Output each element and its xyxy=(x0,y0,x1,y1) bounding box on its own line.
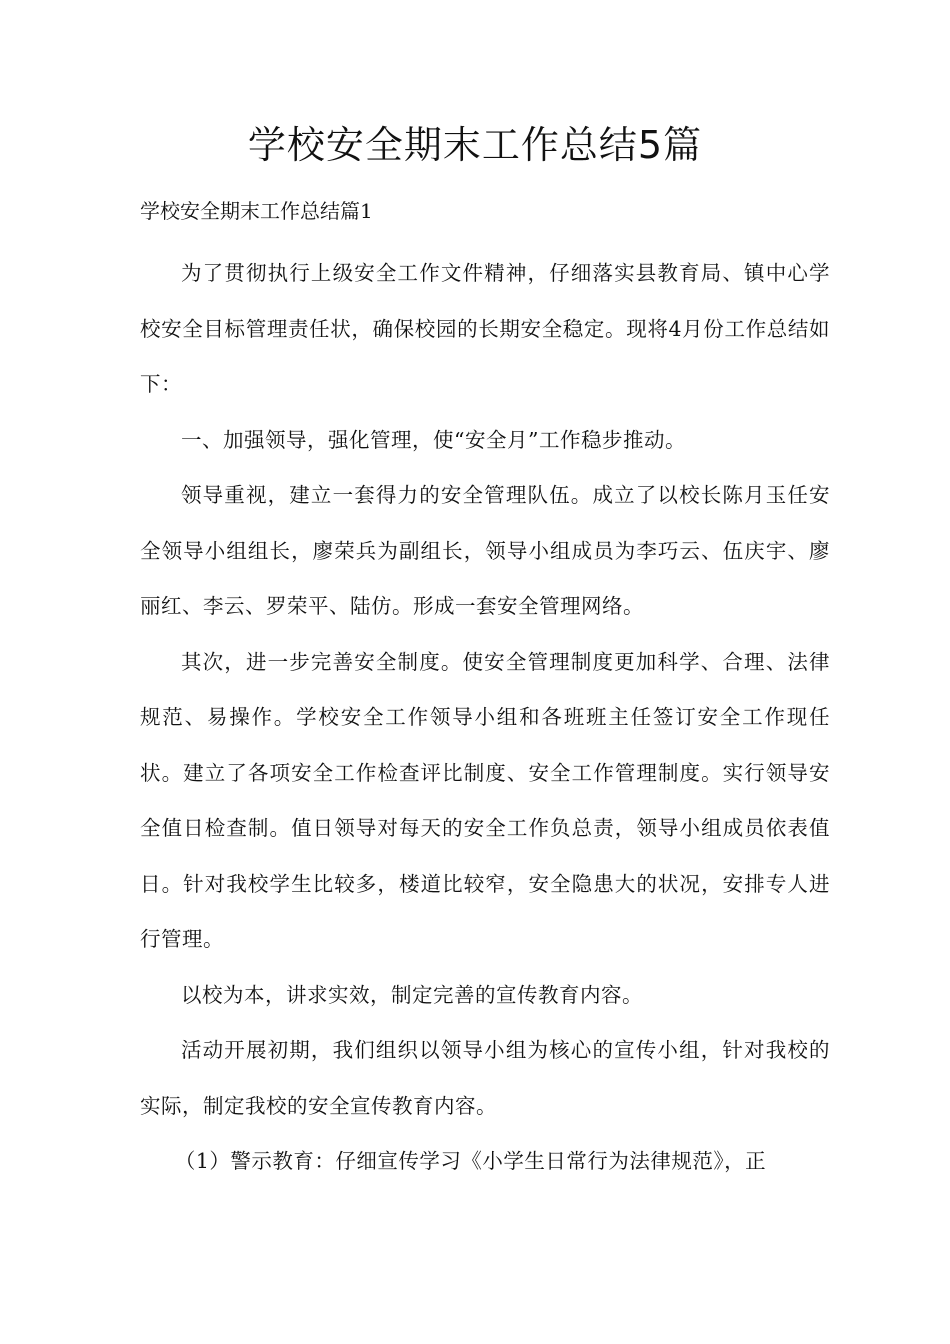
paragraph: 活动开展初期，我们组织以领导小组为核心的宣传小组，针对我校的实际，制定我校的安全宣传教育内容。 xyxy=(140,1038,830,1118)
document-title: 学校安全期末工作总结5篇 xyxy=(247,123,703,167)
section-heading: 学校安全期末工作总结篇1 xyxy=(140,199,373,223)
paragraph: （1）警示教育：仔细宣传学习《小学生日常行为法律规范》，正 xyxy=(174,1149,767,1173)
paragraph: 为了贯彻执行上级安全工作文件精神，仔细落实县教育局、镇中心学校安全目标管理责任状，确保校园的长期安全稳定。现将4月份工作总结如下： xyxy=(140,261,830,396)
document-body xyxy=(140,246,830,1190)
paragraph: 一、加强领导，强化管理，使“安全月”工作稳步推动。 xyxy=(181,427,686,452)
paragraph: 以校为本，讲求实效，制定完善的宣传教育内容。 xyxy=(181,982,643,1007)
paragraph: 领导重视，建立一套得力的安全管理队伍。成立了以校长陈月玉任安全领导小组组长，廖荣兵为副组长，领导小组成员为李巧云、伍庆宇、廖丽红、李云、罗荣平、陆仿。形成一套安全管理网络。 xyxy=(140,483,830,618)
paragraph: 其次，进一步完善安全制度。使安全管理制度更加科学、合理、法律规范、易操作。学校安全工作领导小组和各班班主任签订安全工作现任状。建立了各项安全工作检查评比制度、安全工作管理制度。实行领导安全值日检查制。值日领导对每天的安全工作负总责，领导小组成员依表值日。针对我校学生比较多，楼道比较窄，安全隐患大的状况，安排专人进行管理。 xyxy=(140,649,830,951)
